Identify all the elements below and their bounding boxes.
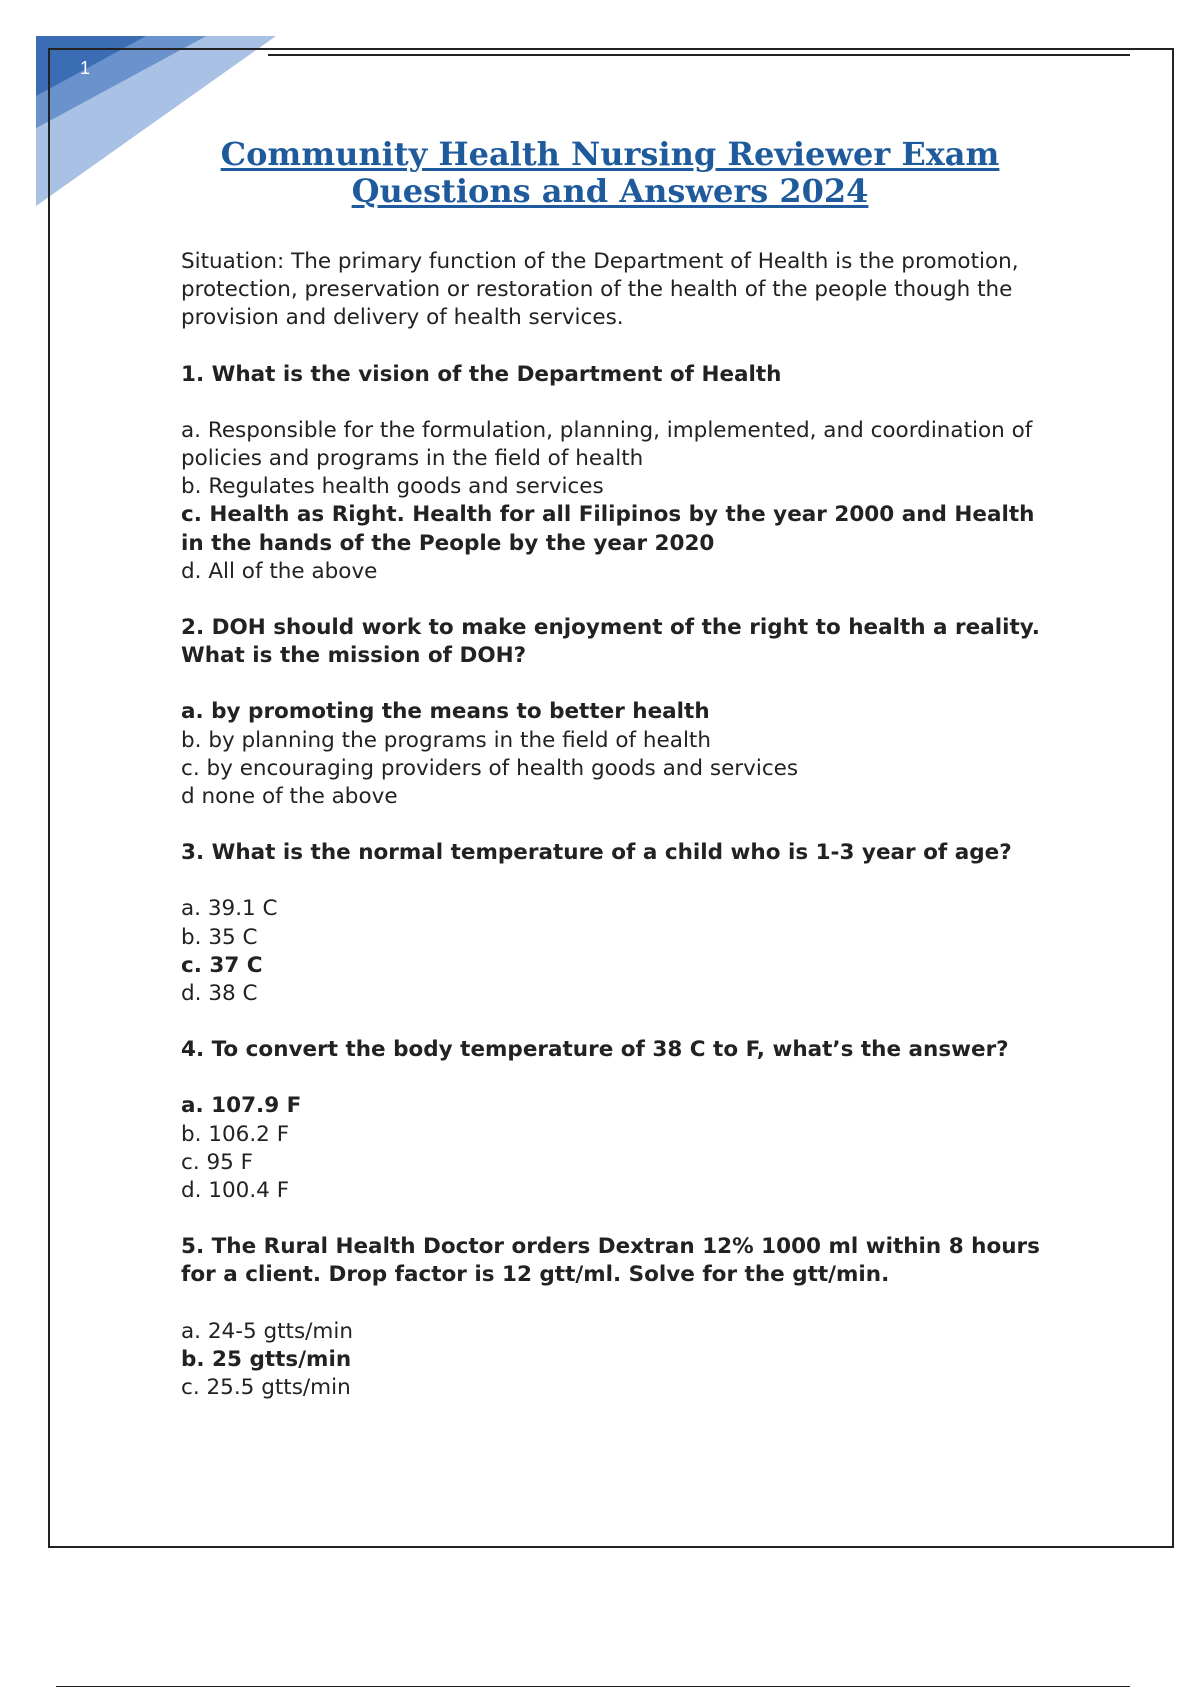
answer-option: d none of the above xyxy=(181,784,398,810)
question-2: 2. DOH should work to make enjoyment of the right to health a reality. What is the mission of DOH? xyxy=(181,615,1040,669)
answer-option: c. 25.5 gtts/min xyxy=(181,1375,351,1401)
exam-content xyxy=(181,248,1061,1430)
question-3: 3. What is the normal temperature of a child who is 1-3 year of age? xyxy=(181,840,1012,866)
answer-option-correct: c. Health as Right. Health for all Filipinos by the year 2000 and Health in the hands of the People by the year 2020 xyxy=(181,502,1035,556)
answer-option: b. 106.2 F xyxy=(181,1121,290,1147)
answer-option: d. 38 C xyxy=(181,981,258,1007)
options-list xyxy=(181,1092,1061,1205)
question-5: 5. The Rural Health Doctor orders Dextran 12% 1000 ml within 8 hours for a client. Drop factor is 12 gtt/ml. Solve for the gtt/min. xyxy=(181,1234,1040,1288)
page-number: 1 xyxy=(80,58,91,78)
answer-option: b. by planning the programs in the field of health xyxy=(181,727,711,753)
options-list xyxy=(181,1318,1061,1403)
answer-option: d. 100.4 F xyxy=(181,1178,290,1204)
answer-option: a. Responsible for the formulation, planning, implemented, and coordination of policies and programs in the field of health xyxy=(181,417,1033,472)
answer-option: d. All of the above xyxy=(181,558,378,584)
question-4: 4. To convert the body temperature of 38 C to F, what’s the answer? xyxy=(181,1037,1009,1063)
options-list xyxy=(181,698,1061,811)
answer-option: a. 24-5 gtts/min xyxy=(181,1318,353,1344)
answer-option: c. 95 F xyxy=(181,1149,254,1175)
answer-option-correct: a. 107.9 F xyxy=(181,1093,302,1119)
options-list xyxy=(181,895,1061,1008)
answer-option: b. 35 C xyxy=(181,924,258,950)
question-1: 1. What is the vision of the Department of Health xyxy=(181,361,782,387)
answer-option: a. 39.1 C xyxy=(181,896,278,922)
answer-option-correct: b. 25 gtts/min xyxy=(181,1346,352,1372)
page-title: Community Health Nursing Reviewer Exam Questions and Answers 2024 xyxy=(220,135,1000,210)
situation-text: Situation: The primary function of the Department of Health is the promotion, protection, preservation or restoration of the health of the people though the provision and delivery of health services. xyxy=(181,249,1019,331)
answer-option: c. by encouraging providers of health goods and services xyxy=(181,755,799,781)
questions-list xyxy=(181,361,1061,1403)
options-list xyxy=(181,417,1061,586)
answer-option-correct: a. by promoting the means to better health xyxy=(181,699,710,725)
answer-option-correct: c. 37 C xyxy=(181,952,263,978)
footer-rule xyxy=(56,1686,1130,1687)
answer-option: b. Regulates health goods and services xyxy=(181,474,604,500)
